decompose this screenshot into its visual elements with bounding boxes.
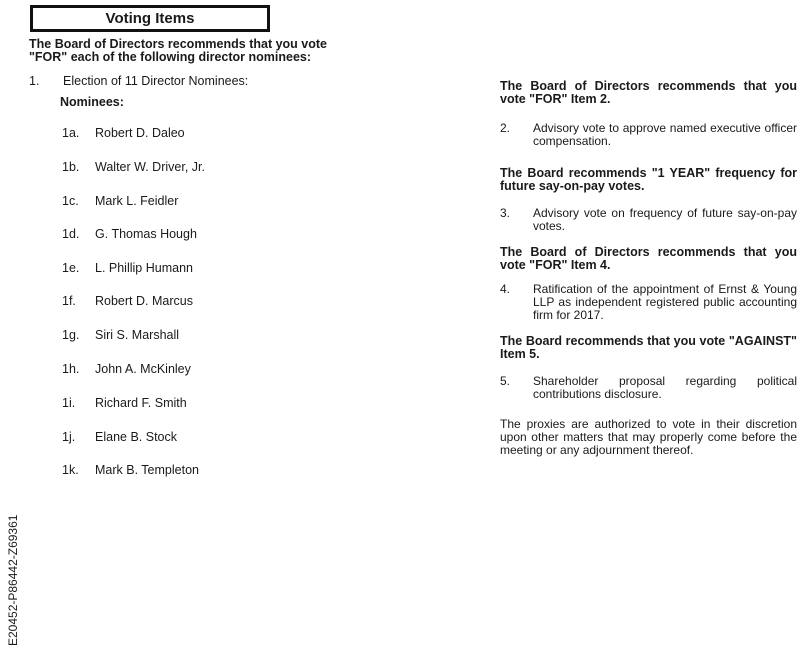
nominee-name: Robert D. Marcus [95, 294, 193, 308]
nominee-code: 1b. [62, 160, 80, 174]
nominee-code: 1f. [62, 294, 76, 308]
nominee-name: John A. McKinley [95, 362, 191, 376]
item-5-text: Shareholder proposal regarding political contributions disclosure. [533, 374, 797, 401]
nominee-1f [62, 294, 193, 308]
nominee-code: 1k. [62, 463, 79, 477]
voting-items-title [30, 5, 270, 32]
item-2 [500, 122, 797, 148]
nominee-1h [62, 362, 191, 376]
recommendation-item-5: The Board recommends that you vote "AGAINST" Item 5. [500, 334, 797, 361]
proxies-discretion-note: The proxies are authorized to vote in their discretion upon other matters that may properly come before the meeting or any adjournment thereof. [500, 417, 797, 457]
item-1-text: Election of 11 Director Nominees: [63, 74, 249, 88]
nominee-1d [62, 227, 197, 241]
nominee-1j [62, 430, 177, 444]
recommendation-item-3: The Board recommends "1 YEAR" frequency for future say-on-pay votes. [500, 166, 797, 193]
nominee-name: Mark B. Templeton [95, 463, 199, 477]
item-2-number: 2. [500, 121, 511, 135]
nominee-code: 1a. [62, 126, 80, 140]
item-4-text: Ratification of the appointment of Ernst & Young LLP as independent registered public accounting firm for 2017. [533, 282, 797, 322]
nominee-code: 1d. [62, 227, 80, 241]
item-5-number: 5. [500, 374, 511, 388]
item-3-number: 3. [500, 206, 511, 220]
nominee-name: Walter W. Driver, Jr. [95, 160, 205, 174]
nominee-1a [62, 126, 185, 140]
nominee-name: Robert D. Daleo [95, 126, 185, 140]
voting-items-title-text: Voting Items [105, 10, 195, 27]
recommendation-item-4: The Board of Directors recommends that you vote "FOR" Item 4. [500, 245, 797, 272]
item-4-number: 4. [500, 282, 511, 296]
item-2-text: Advisory vote to approve named executive officer compensation. [533, 121, 797, 148]
nominee-name: Mark L. Feidler [95, 194, 179, 208]
item-3 [500, 207, 797, 233]
nominee-name: G. Thomas Hough [95, 227, 197, 241]
item-4 [500, 283, 797, 322]
nominee-1i [62, 396, 187, 410]
nominee-name: L. Phillip Humann [95, 261, 193, 275]
nominee-code: 1i. [62, 396, 76, 410]
nominee-name: Richard F. Smith [95, 396, 187, 410]
nominee-name: Elane B. Stock [95, 430, 177, 444]
item-5 [500, 375, 797, 401]
nominee-1b [62, 160, 205, 174]
nominee-1c [62, 194, 178, 208]
nominee-1g [62, 328, 179, 342]
control-code: E20452-P86442-Z69361 [6, 514, 20, 646]
nominee-code: 1g. [62, 328, 80, 342]
item-1-number: 1. [29, 74, 40, 88]
director-recommendation: The Board of Directors recommends that you vote "FOR" each of the following director nominees: [29, 37, 327, 64]
nominee-1k [62, 463, 199, 477]
nominee-code: 1c. [62, 194, 79, 208]
item-1 [29, 74, 248, 88]
nominees-label: Nominees: [60, 95, 124, 109]
nominee-1e [62, 261, 193, 275]
nominee-name: Siri S. Marshall [95, 328, 180, 342]
recommendation-item-2: The Board of Directors recommends that you vote "FOR" Item 2. [500, 79, 797, 106]
nominee-code: 1e. [62, 261, 80, 275]
nominee-code: 1j. [62, 430, 76, 444]
nominee-code: 1h. [62, 362, 80, 376]
item-3-text: Advisory vote on frequency of future say-on-pay votes. [533, 206, 797, 233]
